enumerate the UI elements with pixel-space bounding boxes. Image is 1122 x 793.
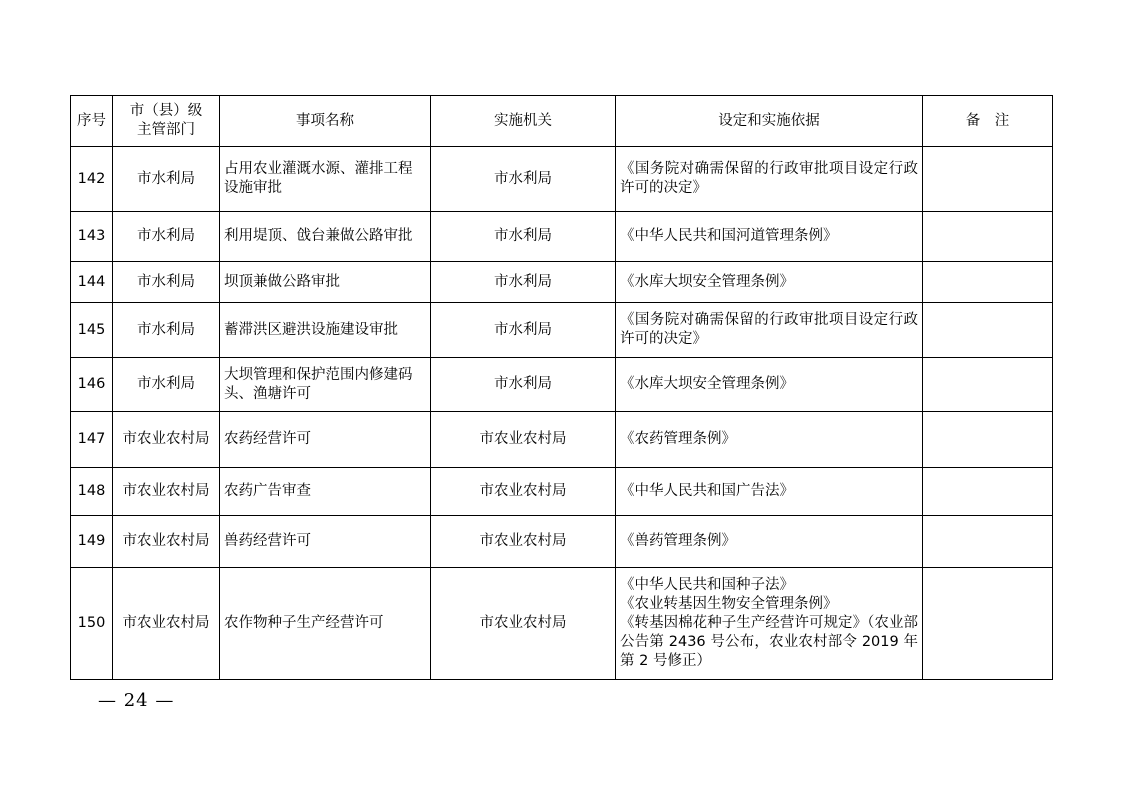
cell-dept: 市水利局 — [113, 303, 220, 358]
cell-dept: 市水利局 — [113, 212, 220, 262]
cell-org: 市水利局 — [431, 262, 616, 303]
cell-org: 市农业农村局 — [431, 412, 616, 468]
cell-notes — [923, 358, 1053, 412]
basis-line: 《兽药管理条例》 — [620, 533, 736, 549]
cell-org: 市农业农村局 — [431, 468, 616, 516]
table-row — [71, 262, 1053, 303]
cell-basis — [616, 468, 923, 516]
cell-dept: 市水利局 — [113, 262, 220, 303]
basis-line: 《农药管理条例》 — [620, 431, 736, 447]
cell-seq: 146 — [71, 358, 113, 412]
cell-basis — [616, 568, 923, 680]
cell-item: 农药经营许可 — [220, 412, 431, 468]
basis-line: 《转基因棉花种子生产经营许可规定》（农业部公告第 2436 号公布，农业农村部令 2019 年第 2 号修正） — [620, 615, 918, 669]
cell-notes — [923, 568, 1053, 680]
table-body — [71, 147, 1053, 680]
basis-line: 《中华人民共和国广告法》 — [620, 483, 794, 499]
cell-seq: 145 — [71, 303, 113, 358]
cell-org: 市水利局 — [431, 303, 616, 358]
cell-basis — [616, 212, 923, 262]
basis-line: 《国务院对确需保留的行政审批项目设定行政许可的决定》 — [620, 312, 918, 347]
cell-notes — [923, 147, 1053, 212]
header-basis: 设定和实施依据 — [616, 96, 923, 147]
table-row — [71, 568, 1053, 680]
cell-seq: 143 — [71, 212, 113, 262]
header-notes: 备 注 — [923, 96, 1053, 147]
basis-line: 《中华人民共和国河道管理条例》 — [620, 228, 838, 244]
table-row — [71, 212, 1053, 262]
table-row — [71, 412, 1053, 468]
cell-dept: 市水利局 — [113, 358, 220, 412]
cell-seq: 150 — [71, 568, 113, 680]
cell-basis — [616, 303, 923, 358]
cell-seq: 148 — [71, 468, 113, 516]
cell-dept: 市农业农村局 — [113, 516, 220, 568]
header-org: 实施机关 — [431, 96, 616, 147]
cell-item: 坝顶兼做公路审批 — [220, 262, 431, 303]
cell-item: 兽药经营许可 — [220, 516, 431, 568]
table-row — [71, 468, 1053, 516]
cell-basis — [616, 516, 923, 568]
cell-notes — [923, 262, 1053, 303]
cell-notes — [923, 516, 1053, 568]
cell-org: 市水利局 — [431, 358, 616, 412]
basis-line: 《农业转基因生物安全管理条例》 — [620, 596, 838, 612]
cell-org: 市农业农村局 — [431, 568, 616, 680]
basis-line: 《国务院对确需保留的行政审批项目设定行政许可的决定》 — [620, 161, 918, 196]
table-row — [71, 303, 1053, 358]
cell-seq: 149 — [71, 516, 113, 568]
cell-org: 市水利局 — [431, 212, 616, 262]
cell-notes — [923, 212, 1053, 262]
cell-seq: 144 — [71, 262, 113, 303]
cell-seq: 147 — [71, 412, 113, 468]
cell-org: 市水利局 — [431, 147, 616, 212]
cell-basis — [616, 147, 923, 212]
cell-dept: 市水利局 — [113, 147, 220, 212]
approval-items-table — [70, 95, 1053, 680]
cell-notes — [923, 468, 1053, 516]
cell-basis — [616, 358, 923, 412]
cell-basis — [616, 412, 923, 468]
basis-line: 《水库大坝安全管理条例》 — [620, 273, 794, 290]
table-row — [71, 147, 1053, 212]
header-item: 事项名称 — [220, 96, 431, 147]
cell-org: 市农业农村局 — [431, 516, 616, 568]
table-row — [71, 358, 1053, 412]
cell-basis — [616, 262, 923, 303]
cell-notes — [923, 303, 1053, 358]
basis-line: 《水库大坝安全管理条例》 — [620, 376, 794, 392]
header-dept: 市（县）级主管部门 — [113, 96, 220, 147]
cell-item: 占用农业灌溉水源、灌排工程设施审批 — [220, 147, 431, 212]
header-seq: 序号 — [71, 96, 113, 147]
cell-item: 利用堤顶、戗台兼做公路审批 — [220, 212, 431, 262]
cell-item: 农作物种子生产经营许可 — [220, 568, 431, 680]
table-header-row — [71, 96, 1053, 147]
cell-item: 农药广告审查 — [220, 468, 431, 516]
cell-seq: 142 — [71, 147, 113, 212]
cell-notes — [923, 412, 1053, 468]
cell-dept: 市农业农村局 — [113, 412, 220, 468]
cell-item: 蓄滞洪区避洪设施建设审批 — [220, 303, 431, 358]
cell-item: 大坝管理和保护范围内修建码头、渔塘许可 — [220, 358, 431, 412]
table-row — [71, 516, 1053, 568]
cell-dept: 市农业农村局 — [113, 468, 220, 516]
basis-line: 《中华人民共和国种子法》 — [620, 577, 794, 593]
page-number: — 24 — — [98, 690, 175, 711]
cell-dept: 市农业农村局 — [113, 568, 220, 680]
